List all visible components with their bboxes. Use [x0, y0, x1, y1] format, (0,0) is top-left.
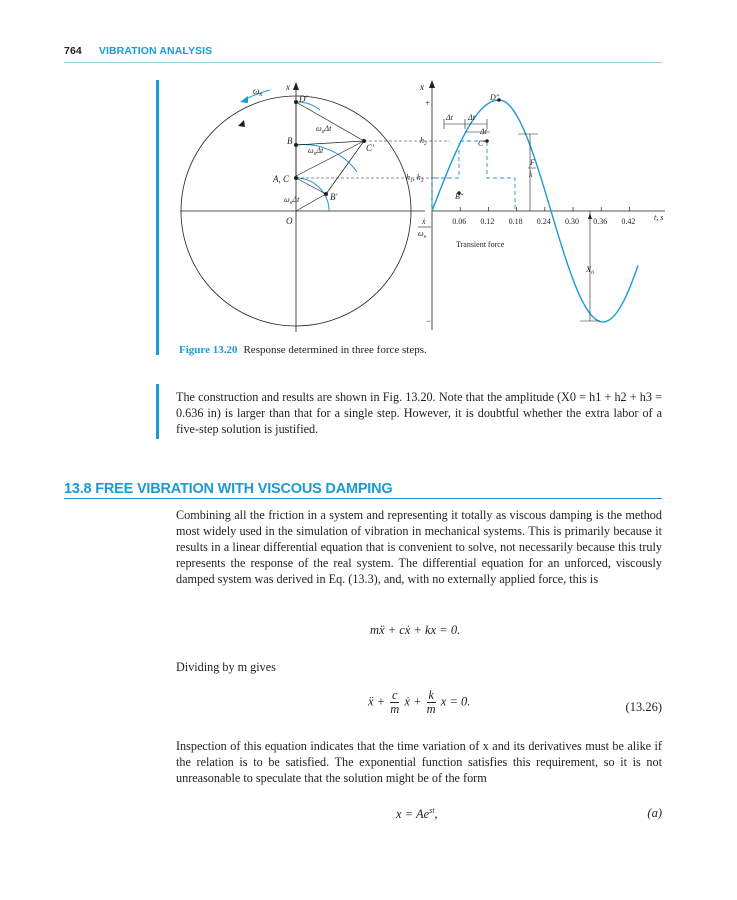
figure-svg — [160, 72, 700, 342]
label-AC: A, C — [273, 174, 290, 184]
figure-13-20 — [160, 72, 700, 342]
page-number: 764 — [64, 45, 82, 57]
tick-label: 0.18 — [508, 217, 523, 226]
eq2-tail: x = 0. — [440, 694, 471, 709]
section-rule — [64, 498, 662, 499]
x0-label: $X_0$ — [586, 264, 594, 276]
fraction-c-m — [390, 689, 399, 716]
plus-sign: + — [425, 98, 431, 108]
paragraph-inspection: Inspection of this equation indicates that the time variation of x and its derivatives must be alike if the relation is to be satisfied. The exponential function satisfies this requirement, so it is not unreasonable to speculate that the solution might be of the form — [176, 739, 662, 785]
dt-label-c: Δt — [480, 127, 487, 136]
line-D-Cp — [296, 102, 364, 141]
label-B-dbl: B″ — [455, 192, 464, 201]
equation-a — [396, 806, 438, 822]
tick-label: 0.42 — [621, 217, 636, 226]
eq2-k: k — [428, 688, 434, 702]
angle-label-1: $\omega_n\Delta t$ — [316, 124, 332, 135]
tick-label: 0.30 — [565, 217, 579, 226]
paragraph-damping: Combining all the friction in a system and representing it totally as viscous damping is the method most widely used in the simulation of vibration in mechanical systems. This is primarily because it results in a linear differential equation that is convenient to solve, not necessarily because this truly represents the response of the real system. The differential equation for an unforced, viscously damped system was derived in Eq. (13.3), and, with no externally applied force, this is — [176, 508, 662, 586]
eq2-c: c — [391, 688, 398, 702]
equation-number-13-26: (13.26) — [625, 700, 662, 714]
phase-x-label: x — [286, 82, 290, 92]
xdot-numerator: ẋ — [422, 217, 426, 226]
line-O-Bp — [296, 194, 326, 211]
section-heading: 13.8 FREE VIBRATION WITH VISCOUS DAMPING — [64, 481, 393, 497]
h2-label: $h_2$ — [420, 136, 427, 147]
x0-arrow — [588, 213, 592, 219]
xdot-denominator: $\omega_n$ — [418, 229, 427, 240]
phase-axis-arrow — [293, 82, 299, 90]
figure-caption-text: Response determined in three force steps. — [243, 344, 427, 356]
paragraph-side-bar — [156, 384, 159, 439]
point-B-prime — [324, 192, 328, 196]
tick-label: 0.36 — [593, 217, 608, 226]
line-C-Cp — [296, 141, 364, 176]
transient-force-steps — [432, 141, 515, 211]
angle-label-2: $\omega_n\Delta t$ — [308, 146, 324, 157]
label-B: B — [287, 136, 293, 146]
label-D-prime: D′ — [299, 94, 308, 104]
equation-motion: mẍ + cẋ + kx = 0. — [370, 623, 461, 637]
eq2-m1: m — [390, 702, 400, 716]
label-O: O — [286, 216, 293, 226]
point-D-prime — [294, 100, 298, 104]
arc-2 — [296, 145, 357, 172]
time-x-label: x — [420, 82, 424, 92]
line-A-Bp — [296, 178, 326, 194]
arc-1 — [296, 178, 329, 211]
figure-caption-label: Figure 13.20 — [179, 344, 238, 356]
circle-direction-arrow — [238, 120, 245, 127]
tick-label: 0.06 — [452, 217, 467, 226]
tick-label: 0.12 — [480, 217, 495, 226]
fk-den: k — [529, 170, 533, 179]
equation-13-26 — [368, 689, 470, 716]
point-B — [294, 143, 298, 147]
t-axis-label: t, s — [654, 213, 664, 222]
eq2-part-b: ẋ + — [404, 694, 422, 709]
figure-side-bar — [156, 80, 159, 355]
dt-label-a: Δt — [446, 113, 453, 122]
eq3-sup: st — [429, 806, 435, 815]
dividing-text: Dividing by m gives — [176, 660, 276, 674]
eq3-main: x = Ae — [396, 807, 430, 822]
label-C-dbl: C″ — [478, 139, 487, 148]
label-B-prime: B′ — [330, 192, 338, 202]
rotation-arrowhead — [240, 96, 248, 103]
label-D-dbl: D″ — [490, 93, 500, 102]
omega-n-label: $\omega_n$ — [253, 86, 263, 98]
page-header — [64, 45, 212, 57]
line-B-Cp — [296, 141, 364, 145]
dt-label-b: Δt — [468, 113, 475, 122]
equation-number-a: (a) — [647, 806, 662, 820]
running-section-title: VIBRATION ANALYSIS — [98, 45, 213, 57]
fk-num: F — [530, 158, 535, 167]
minus-sign: − — [426, 316, 432, 326]
line-Bp-Cp — [326, 141, 364, 194]
header-rule — [64, 62, 662, 63]
eq2-part-a: ẍ + — [368, 694, 386, 709]
eq2-m2: m — [426, 702, 436, 716]
tick-label: 0.24 — [536, 217, 551, 226]
time-ticks — [452, 207, 635, 226]
transient-force-label: Transient force — [456, 240, 505, 249]
time-axis-arrow — [429, 80, 435, 88]
paragraph-results: The construction and results are shown in Fig. 13.20. Note that the amplitude (X0 = h1 + h2 + h3 = 0.636 in) is larger than that for a single step. However, it is doubtful whether the extra labor of a five-step solution is justified. — [176, 390, 662, 436]
angle-label-3: $\omega_n\Delta t$ — [284, 195, 300, 206]
label-C-prime: C′ — [366, 143, 374, 153]
h1h3-label: $h_1$, $h_3$ — [406, 173, 424, 184]
eq3-tail: , — [434, 807, 438, 822]
fraction-k-m — [427, 689, 436, 716]
figure-caption — [179, 344, 427, 356]
